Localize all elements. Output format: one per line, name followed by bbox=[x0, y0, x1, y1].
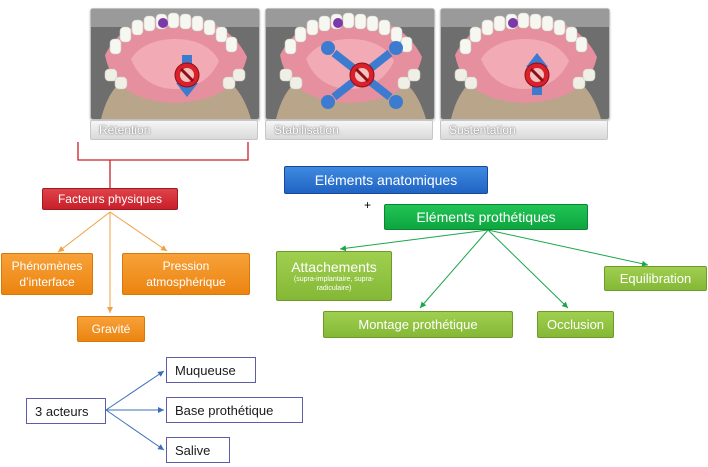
muqueuse-box: Muqueuse bbox=[166, 357, 256, 383]
arrow-to-equilibration bbox=[488, 230, 648, 265]
trois-acteurs-box: 3 acteurs bbox=[26, 398, 106, 424]
elements-prothetiques-box: Eléments prothétiques bbox=[384, 204, 588, 230]
phenomenes-interface-box: Phénomènes d’interface bbox=[1, 253, 93, 295]
attachements-title: Attachements bbox=[291, 259, 377, 275]
dental-illustration bbox=[266, 9, 434, 119]
caption-stabilisation: Stabilisation bbox=[265, 120, 433, 140]
sustentation-image bbox=[440, 8, 610, 120]
equilibration-box: Equilibration bbox=[604, 266, 707, 291]
caption-sustentation: Sustentation bbox=[440, 120, 608, 140]
pression-atmospherique-box: Pression atmosphérique bbox=[122, 253, 250, 295]
retention-image bbox=[90, 8, 260, 120]
arrow-to-montage bbox=[420, 230, 488, 308]
bracket bbox=[78, 142, 248, 160]
gravite-box: Gravité bbox=[77, 316, 145, 342]
stabilisation-image bbox=[265, 8, 435, 120]
salive-box: Salive bbox=[166, 437, 230, 463]
base-prothetique-box: Base prothétique bbox=[166, 397, 303, 423]
occlusion-box: Occlusion bbox=[537, 311, 614, 338]
facteurs-physiques-box: Facteurs physiques bbox=[42, 188, 178, 210]
arrow-to-salive bbox=[106, 410, 164, 450]
arrow-to-pression bbox=[110, 212, 167, 251]
arrow-to-phenomenes bbox=[58, 212, 110, 252]
montage-prothetique-box: Montage prothétique bbox=[323, 311, 513, 338]
attachements-subtitle: (supra-implantaire, supra-radiculaire) bbox=[293, 276, 375, 292]
dental-illustration bbox=[441, 9, 609, 119]
caption-retention: Rétention bbox=[90, 120, 258, 140]
plus-sign: + bbox=[364, 198, 372, 212]
arrow-to-muqueuse bbox=[106, 371, 164, 410]
arrow-to-attachements bbox=[340, 230, 488, 249]
elements-anatomiques-box: Eléments anatomiques bbox=[284, 166, 488, 194]
arrow-to-occlusion bbox=[488, 230, 568, 308]
dental-illustration bbox=[91, 9, 259, 119]
attachements-box bbox=[276, 251, 392, 301]
